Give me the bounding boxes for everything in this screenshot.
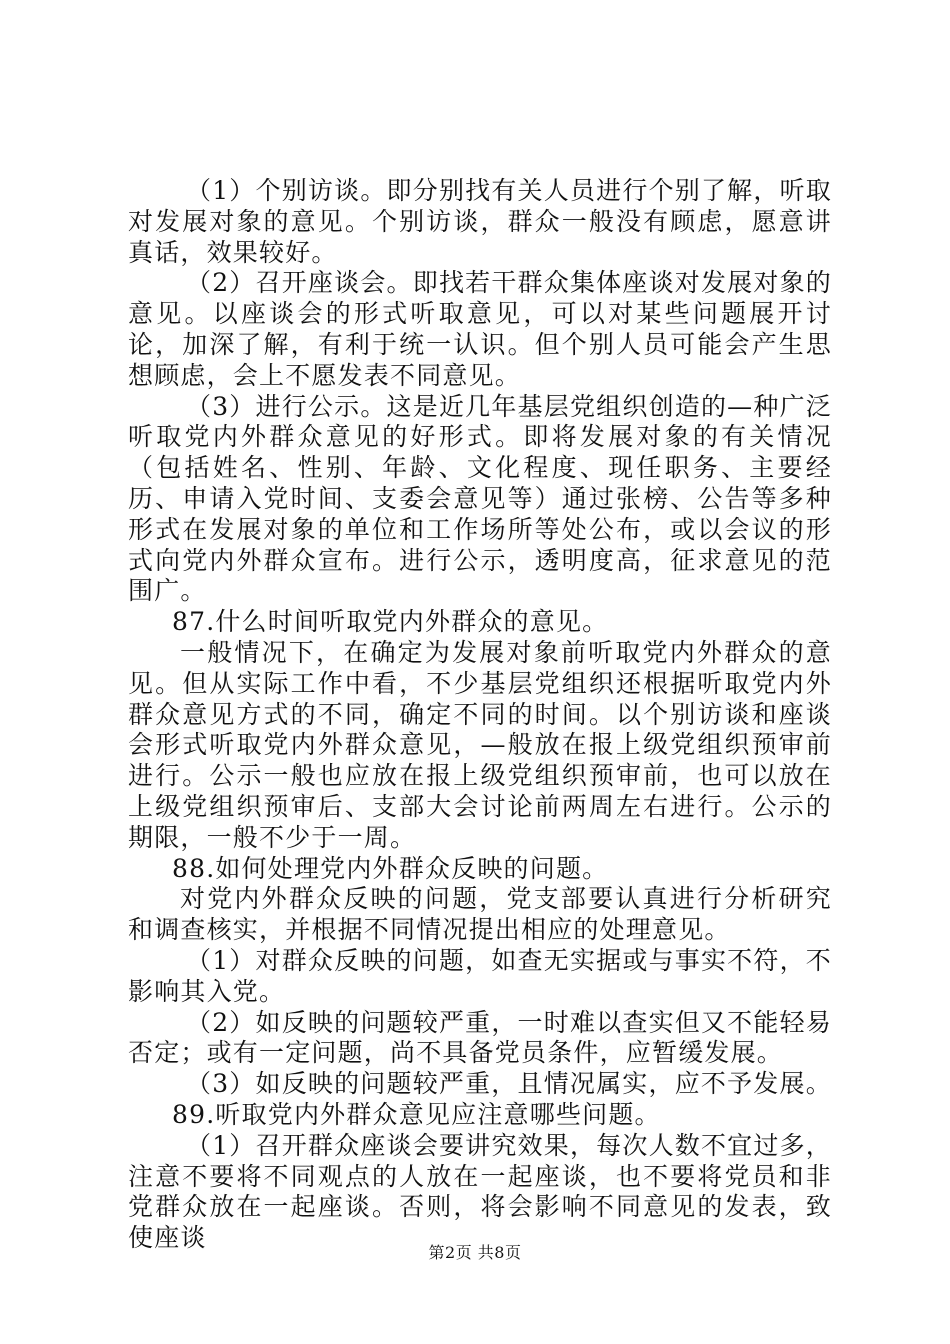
answer-paragraph-88: 对党内外群众反映的问题，党支部要认真进行分析研究和调查核实，并根据不同情况提出相应的处理意见。 [128, 884, 832, 945]
question-heading-87: 87.什么时间听取党内外群众的意见。 [172, 607, 609, 637]
document-body [128, 176, 832, 1254]
paragraph-item-88-2: （2）如反映的问题较严重，一时难以查实但又不能轻易否定；或有一定问题，尚不具备党员条件，应暂缓发展。 [128, 1007, 832, 1068]
answer-paragraph-87: 一般情况下，在确定为发展对象前听取党内外群众的意见。但从实际工作中看，不少基层党组织还根据听取党内外群众意见方式的不同，确定不同的时间。以个别访谈和座谈会形式听取党内外群众意见，—般放在报上级党组织预审前进行。公示一般也应放在报上级党组织预审前，也可以放在上级党组织预审后、支部大会讨论前两周左右进行。公示的期限，一般不少于一周。 [128, 637, 832, 852]
paragraph-item-88-3: （3）如反映的问题较严重，且情况属实，应不予发展。 [186, 1069, 832, 1099]
page-footer: 第2页 共8页 [428, 1243, 522, 1262]
question-heading-88: 88.如何处理党内外群众反映的问题。 [172, 853, 609, 883]
paragraph-item-1: （1）个别访谈。即分别找有关人员进行个别了解，听取对发展对象的意见。个别访谈，群众一般没有顾虑，愿意讲真话，效果较好。 [128, 176, 832, 267]
paragraph-item-3: （3）进行公示。这是近几年基层党组织创造的—种广泛听取党内外群众意见的好形式。即将发展对象的有关情况（包括姓名、性别、年龄、文化程度、现任职务、主要经历、申请入党时间、支委会意见等）通过张榜、公告等多种形式在发展对象的单位和工作场所等处公布，或以会议的形式向党内外群众宣布。进行公示，透明度高，征求意见的范围广。 [128, 391, 832, 606]
question-heading-89: 89.听取党内外群众意见应注意哪些问题。 [172, 1099, 661, 1129]
paragraph-item-2: （2）召开座谈会。即找若干群众集体座谈对发展对象的意见。以座谈会的形式听取意见，可以对某些问题展开讨论，加深了解，有利于统一认识。但个别人员可能会产生思想顾虑，会上不愿发表不同意见。 [128, 268, 832, 390]
paragraph-item-89-1: （1）召开群众座谈会要讲究效果，每次人数不宜过多，注意不要将不同观点的人放在一起座谈，也不要将党员和非党群众放在一起座谈。否则，将会影响不同意见的发表，致使座谈 [128, 1130, 832, 1253]
paragraph-item-88-1: （1）对群众反映的问题，如查无实据或与事实不符，不影响其入党。 [128, 945, 832, 1006]
